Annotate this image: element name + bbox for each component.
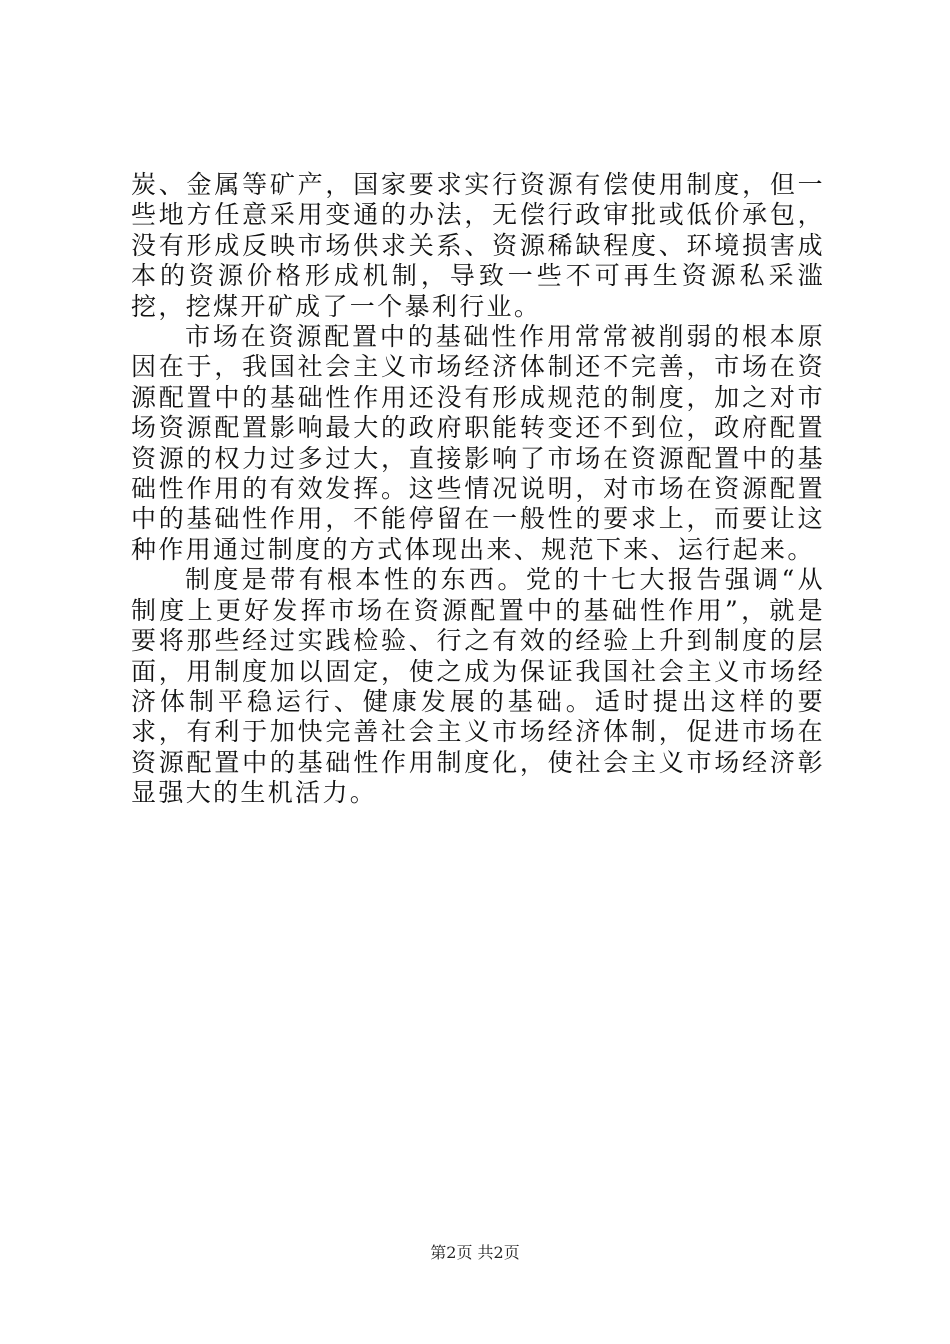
paragraph-institution: 制度是带有根本性的东西。党的十七大报告强调“从制度上更好发挥市场在资源配置中的基础性作用”，就是要将那些经过实践检验、行之有效的经验上升到制度的层面，用制度加以固定，使之成为保证我国社会主义市场经济体制平稳运行、健康发展的基础。适时提出这样的要求，有利于加快完善社会主义市场经济体制，促进市场在资源配置中的基础性作用制度化，使社会主义市场经济彰显强大的生机活力。 bbox=[131, 565, 825, 808]
document-body bbox=[131, 170, 825, 809]
paragraph-root-cause: 市场在资源配置中的基础性作用常常被削弱的根本原因在于，我国社会主义市场经济体制还不完善，市场在资源配置中的基础性作用还没有形成规范的制度，加之对市场资源配置影响最大的政府职能转变还不到位，政府配置资源的权力过多过大，直接影响了市场在资源配置中的基础性作用的有效发挥。这些情况说明，对市场在资源配置中的基础性作用，不能停留在一般性的要求上，而要让这种作用通过制度的方式体现出来、规范下来、运行起来。 bbox=[131, 322, 825, 564]
paragraph-continued: 炭、金属等矿产，国家要求实行资源有偿使用制度，但一些地方任意采用变通的办法，无偿行政审批或低价承包，没有形成反映市场供求关系、资源稀缺程度、环境损害成本的资源价格形成机制，导致一些不可再生资源私采滥挖，挖煤开矿成了一个暴利行业。 bbox=[131, 170, 825, 321]
page-number-footer: 第2页 共2页 bbox=[430, 1243, 520, 1262]
